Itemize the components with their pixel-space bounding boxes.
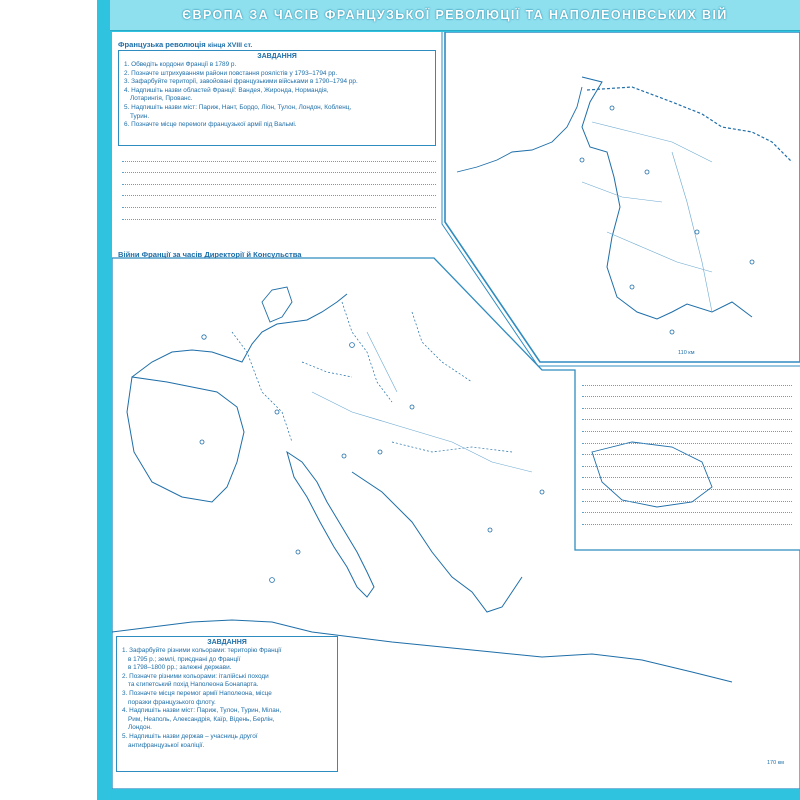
page-title: ЄВРОПА ЗА ЧАСІВ ФРАНЦУЗЬКОЇ РЕВОЛЮЦІЇ ТА НАПОЛЕОНІВСЬКИХ ВІЙ — [182, 8, 728, 22]
task-item: 2. Позначте штрихуванням райони повстання роялістів у 1793–1794 рр. — [124, 69, 338, 77]
task-item: 4. Надпишіть назви міст: Париж, Тулон, Турин, Мілан, — [122, 707, 282, 715]
task-item: в 1795 р.; землі, приєднані до Франції — [128, 655, 241, 663]
rivers — [312, 332, 532, 472]
task-item: Лондон. — [128, 724, 152, 732]
balkan-coast — [352, 472, 522, 612]
section2-task-list — [117, 647, 337, 750]
section2-answer-lines[interactable] — [582, 374, 792, 525]
task-item: та єгипетський похід Наполеона Бонапарта. — [128, 681, 259, 689]
map-worksheet — [112, 32, 800, 789]
europe-map-scale: 170 км — [767, 760, 784, 766]
task-item: Лотарингія, Прованс. — [130, 95, 193, 103]
task-item: 6. Позначте місце перемоги французької армії під Вальмі. — [124, 121, 297, 129]
section2-title: Війни Франції за часів Директорії й Консульства — [118, 250, 302, 259]
task-item: 5. Надпишіть назви міст: Париж, Нант, Бордо, Ліон, Тулон, Лондон, Кобленц, — [124, 103, 352, 111]
task-item: 1. Зафарбуйте різними кольорами: територію Франції — [122, 647, 282, 654]
task-item: 3. Позначте місця перемог армії Наполеона, місце — [122, 689, 272, 697]
task-item: в 1798–1800 рр.; залежні держави. — [128, 664, 232, 672]
task-item: Турин. — [130, 112, 150, 120]
section1-tasks-heading: ЗАВДАННЯ — [257, 53, 297, 60]
europe-coastline-west — [132, 294, 347, 377]
task-item: антифранцузької коаліції. — [128, 741, 205, 749]
task-item: поразки французького флоту. — [128, 698, 216, 706]
task-item: 5. Надпишіть назви держав – учасниць другої — [122, 732, 258, 740]
section1-title-suffix: кінця XVIII ст. — [207, 42, 253, 49]
france-map-scale: 110 км — [678, 350, 695, 356]
italy-coast — [287, 452, 374, 597]
section2-tasks-box — [116, 636, 338, 772]
state-borders — [232, 302, 512, 452]
title-bar — [110, 0, 800, 31]
britain-coast — [262, 287, 292, 322]
section1-title-text: Французька революція — [118, 40, 206, 49]
section1-answer-lines[interactable] — [122, 150, 436, 220]
task-item: Рим, Неаполь, Александрія, Каїр, Відень, Берлін, — [128, 715, 275, 723]
task-item: 2. Позначте різними кольорами: італійські походи — [122, 672, 269, 680]
task-item: 1. Обведіть кордони Франції в 1789 р. — [124, 61, 237, 68]
task-item: 4. Надпишіть назви областей Франції: Вандея, Жиронда, Нормандія, — [124, 86, 329, 94]
iberia-coast — [127, 377, 244, 502]
section2-tasks-heading: ЗАВДАННЯ — [207, 639, 247, 646]
section1-tasks-box — [118, 50, 436, 146]
task-item: 3. Зафарбуйте території, завойовані французькими військами в 1790–1794 рр. — [124, 78, 358, 86]
section1-title — [118, 40, 252, 49]
section1-task-list — [119, 61, 435, 130]
